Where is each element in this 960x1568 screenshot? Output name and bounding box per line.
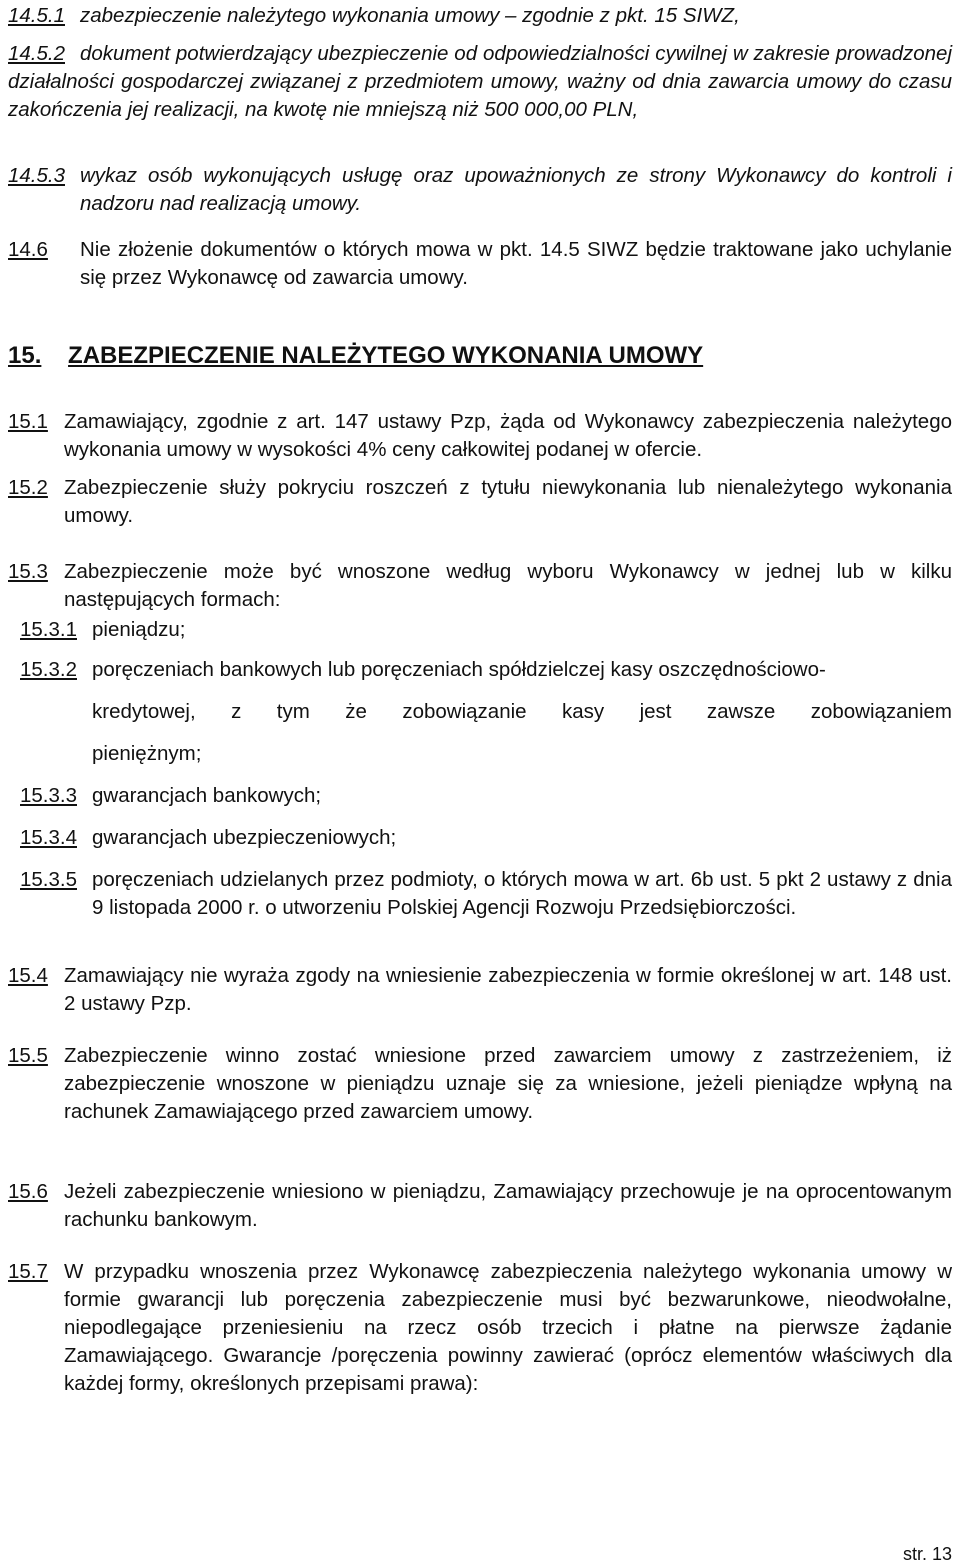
item-text: W przypadku wnoszenia przez Wykonawcę zabezpieczenia należytego wykonania umowy w formie gwarancji lub poręczenia zabezpieczenie musi być bezwarunkowe, nieodwołalne, niepodlegające przeniesieniu na rzecz osób trzecich i płatne na pierwsze żądanie Zamawiającego. Gwarancje /poręczenia powinny zawierać (oprócz elementów właściwych dla każdej formy, określonych przepisami prawa): xyxy=(64,1260,952,1395)
item-text: Zamawiający nie wyraża zgody na wniesienie zabezpieczenia w formie określonej w art. 148 ust. 2 ustawy Pzp. xyxy=(64,964,952,1015)
item-number: 14.5.2 xyxy=(8,42,65,65)
section-heading xyxy=(8,340,703,372)
item-number: 15.3.2 xyxy=(20,658,77,681)
item-text: Nie złożenie dokumentów o których mowa w pkt. 14.5 SIWZ będzie traktowane jako uchylanie się przez Wykonawcę od zawarcia umowy. xyxy=(80,238,952,289)
item-text: Zamawiający, zgodnie z art. 147 ustawy Pzp, żąda od Wykonawcy zabezpieczenia należytego wykonania umowy w wysokości 4% ceny całkowitej podanej w ofercie. xyxy=(64,410,952,461)
item-number: 15.3 xyxy=(8,560,48,583)
item-number: 15.1 xyxy=(8,410,48,433)
item-text: Zabezpieczenie może być wnoszone według wyboru Wykonawcy w jednej lub w kilku następujących formach: xyxy=(64,560,952,611)
item-text: gwarancjach bankowych; xyxy=(92,784,322,807)
section-title: ZABEZPIECZENIE NALEŻYTEGO WYKONANIA UMOWY xyxy=(68,342,704,369)
item-text-line-1: poręczeniach bankowych lub poręczeniach spółdzielczej kasy oszczędnościowo- xyxy=(92,658,826,681)
item-text: pieniądzu; xyxy=(92,618,186,641)
item-text: dokument potwierdzający ubezpieczenie od odpowiedzialności cywilnej w zakresie prowadzonej działalności gospodarczej związanej z przedmiotem umowy, ważny od dnia zawarcia umowy do czasu zakończenia jej realizacji, na kwotę nie mniejszą niż 500 000,00 PLN, xyxy=(8,42,952,121)
item-number: 15.5 xyxy=(8,1044,48,1067)
item-text: wykaz osób wykonujących usługę oraz upoważnionych ze strony Wykonawcy do kontroli i nadzoru nad realizacją umowy. xyxy=(80,164,952,215)
item-text: zabezpieczenie należytego wykonania umowy – zgodnie z pkt. 15 SIWZ, xyxy=(80,4,740,27)
item-number: 15.2 xyxy=(8,476,48,499)
item-text: Jeżeli zabezpieczenie wniesiono w pieniądzu, Zamawiający przechowuje je na oprocentowanym rachunku bankowym. xyxy=(64,1180,952,1231)
item-number: 15.7 xyxy=(8,1260,48,1283)
item-text-line-3: pieniężnym; xyxy=(92,742,202,765)
item-text: poręczeniach udzielanych przez podmioty, o których mowa w art. 6b ust. 5 pkt 2 ustawy z dnia 9 listopada 2000 r. o utworzeniu Polskiej Agencji Rozwoju Przedsiębiorczości. xyxy=(92,868,952,919)
item-number: 14.5.1 xyxy=(8,4,65,27)
section-number: 15. xyxy=(8,342,42,369)
item-text: gwarancjach ubezpieczeniowych; xyxy=(92,826,397,849)
item-text: Zabezpieczenie winno zostać wniesione przed zawarciem umowy z zastrzeżeniem, iż zabezpieczenie wnoszone w pieniądzu uznaje się za wniesione, jeżeli pieniądze wpłyną na rachunek Zamawiającego przed zawarciem umowy. xyxy=(64,1044,952,1123)
item-number: 15.3.3 xyxy=(20,784,77,807)
item-number: 14.5.3 xyxy=(8,164,65,187)
item-number: 14.6 xyxy=(8,238,48,261)
item-number: 15.4 xyxy=(8,964,48,987)
item-number: 15.3.5 xyxy=(20,868,77,891)
item-number: 15.3.1 xyxy=(20,618,77,641)
item-number: 15.3.4 xyxy=(20,826,77,849)
item-text: Zabezpieczenie służy pokryciu roszczeń z tytułu niewykonania lub nienależytego wykonania umowy. xyxy=(64,476,952,527)
page-number: str. 13 xyxy=(902,1544,952,1564)
item-text-line-2: kredytowej, z tym że zobowiązanie kasy jest zawsze zobowiązaniem xyxy=(92,700,952,723)
item-number: 15.6 xyxy=(8,1180,48,1203)
